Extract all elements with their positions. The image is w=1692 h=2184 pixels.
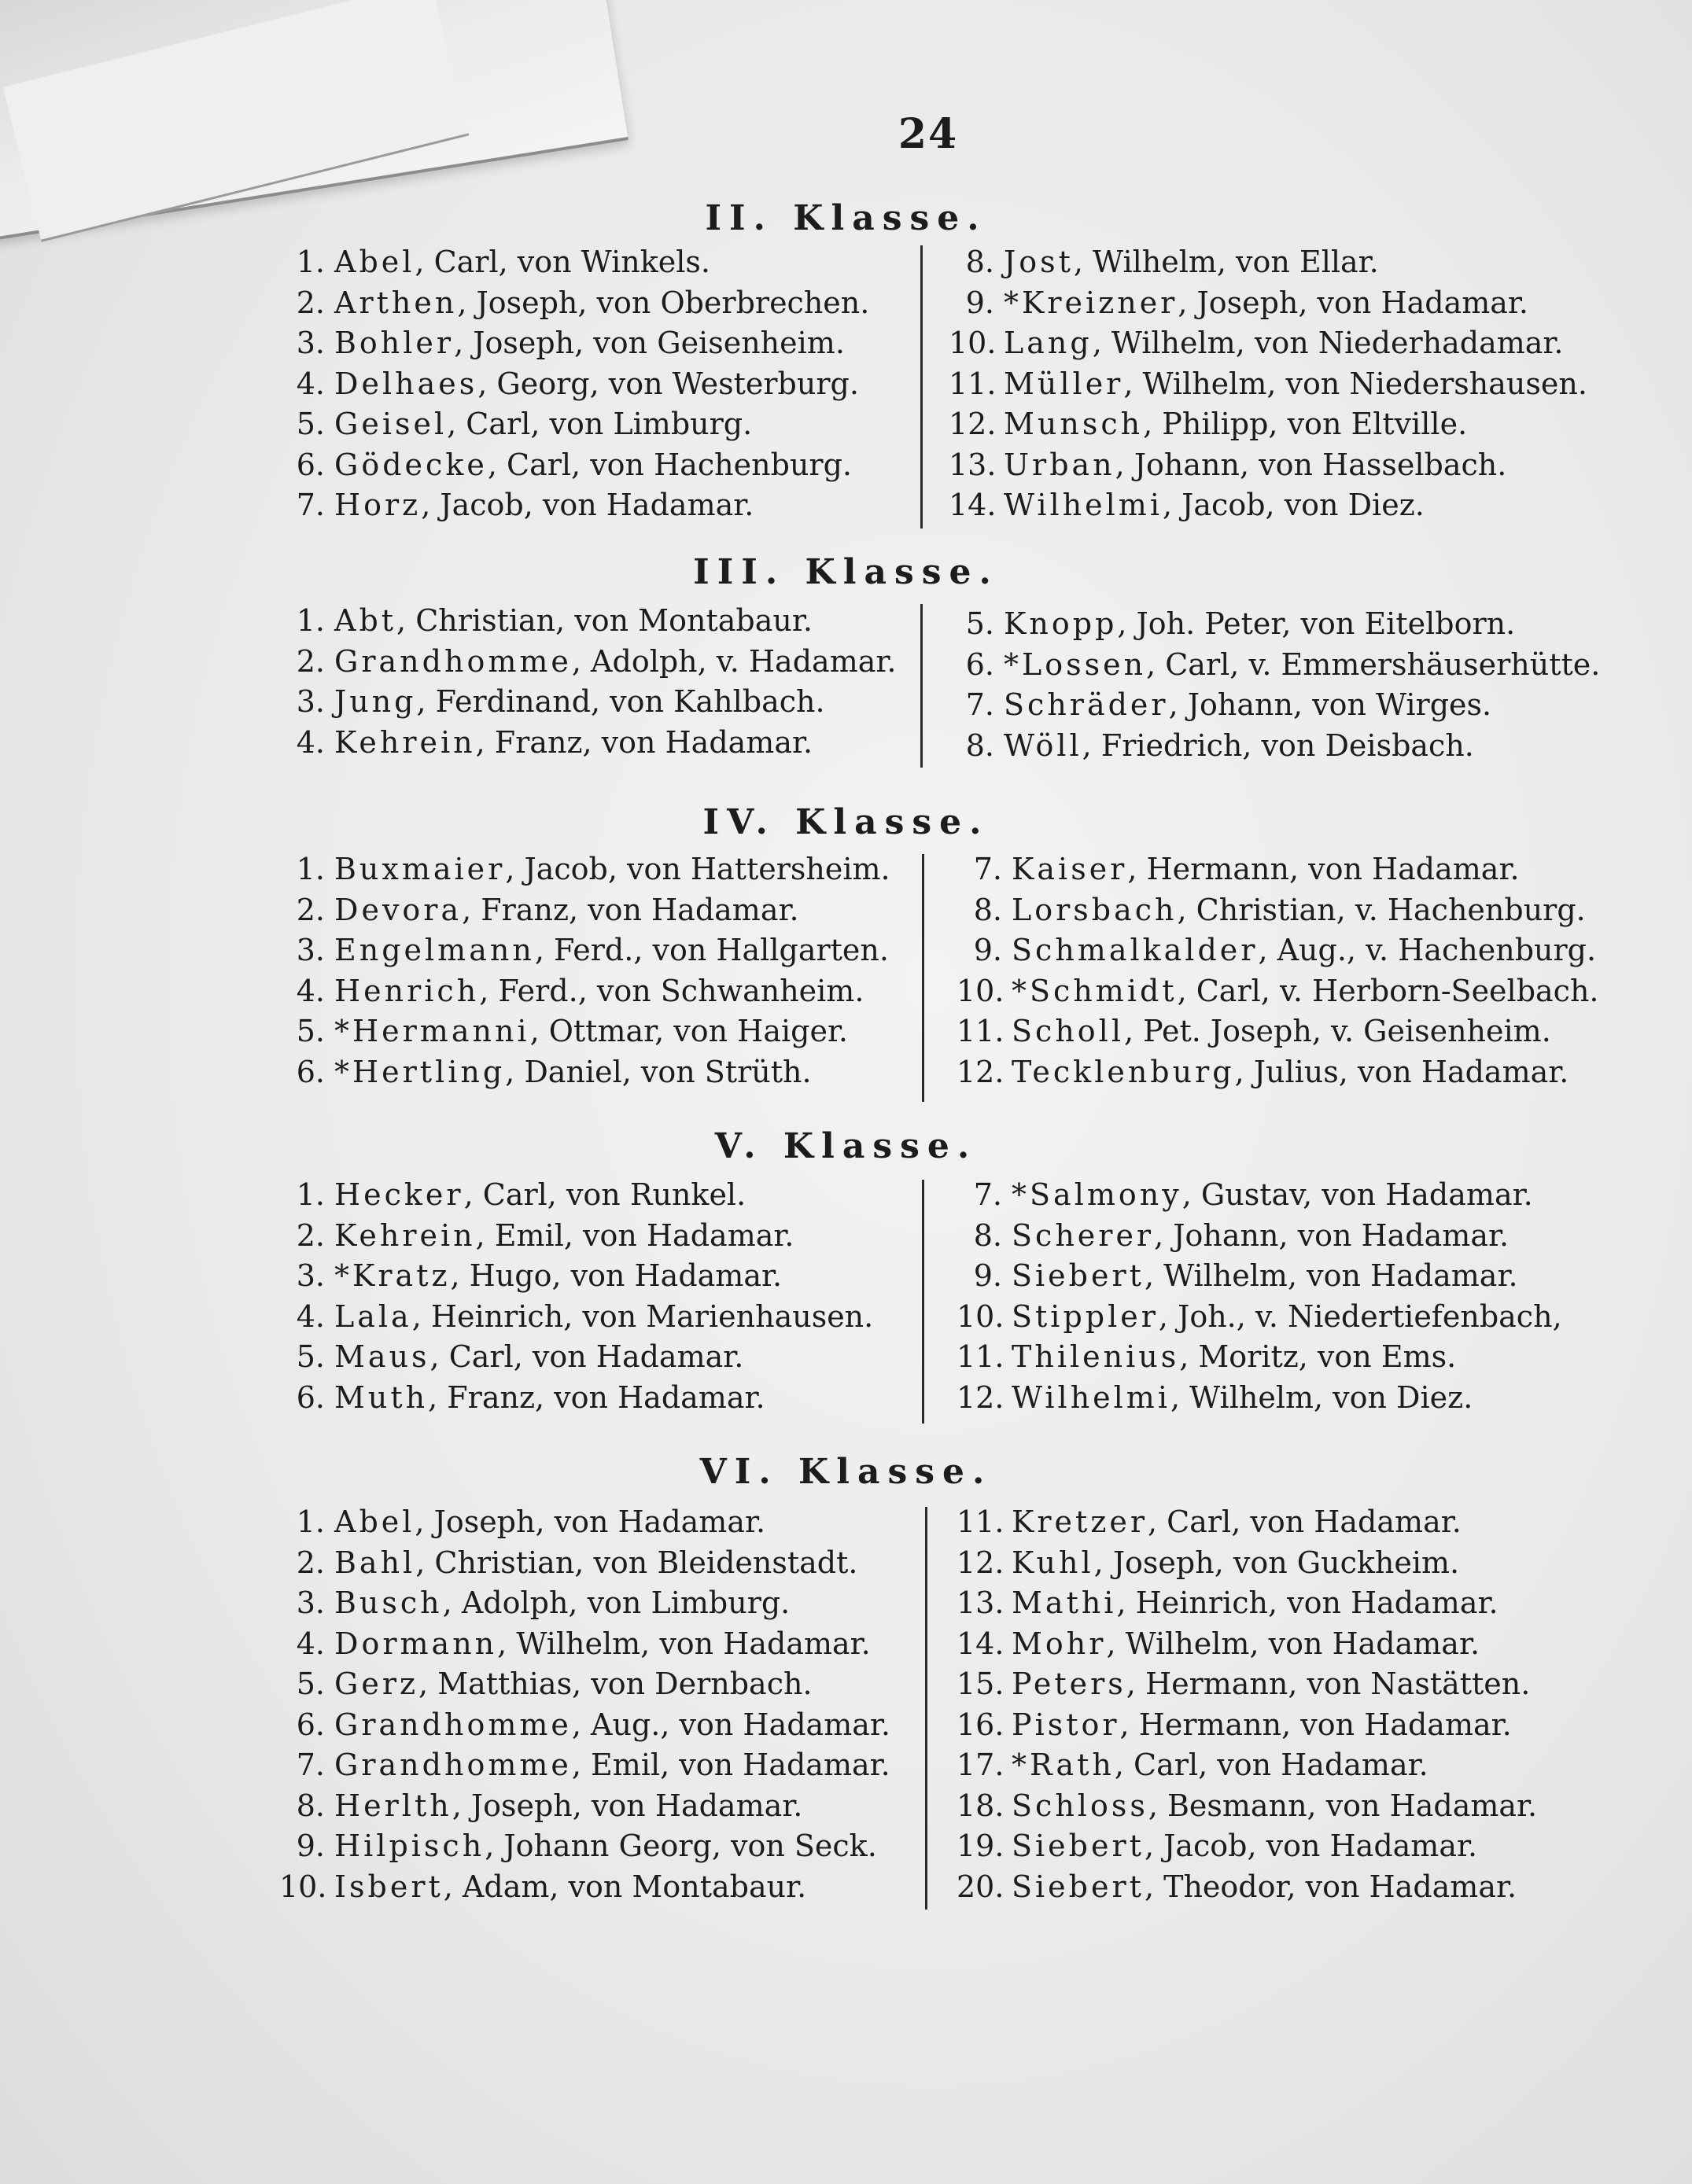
section-title-vi: VI. Klasse. (699, 1452, 993, 1492)
entry-details: , Johann Georg, von Seck. (485, 1829, 877, 1863)
entry-surname: Kaiser (1012, 852, 1128, 886)
list-item (949, 726, 1600, 767)
entry-details: , Georg, von Westerburg. (477, 366, 859, 401)
entry-details: , Joh., v. Niedertiefenbach, (1158, 1298, 1562, 1334)
entry-number: 7. (296, 1748, 325, 1782)
entry-surname: Siebert (1012, 1869, 1145, 1904)
list-item (957, 1011, 1599, 1052)
section-title-iii: III. Klasse. (693, 552, 999, 592)
entry-details: , Wilhelm, von Hadamar. (1106, 1626, 1480, 1661)
entry-surname: Geisel (334, 407, 448, 441)
entry-number: 2. (296, 285, 325, 320)
entry-details: , Carl, von Hadamar. (1148, 1504, 1462, 1539)
section-v-left-column (279, 1175, 873, 1418)
entry-number: 5. (296, 407, 325, 441)
entry-surname: Herlth (334, 1788, 452, 1823)
list-item (957, 849, 1599, 890)
entry-number: 11. (949, 366, 997, 401)
entry-surname: Gerz (334, 1667, 419, 1701)
entry-number: 6. (965, 646, 994, 682)
entry-number: 2. (296, 1217, 325, 1253)
entry-surname: Thilenius (1012, 1339, 1180, 1374)
list-item (279, 1705, 890, 1746)
entry-surname: Kretzer (1012, 1504, 1148, 1539)
section-ii-right-column (949, 242, 1587, 526)
entry-number: 10. (279, 1869, 327, 1904)
entry-surname: Hilpisch (334, 1829, 485, 1863)
entry-surname: Abt (334, 603, 397, 638)
entry-number: 12. (957, 1545, 1005, 1580)
entry-surname: Jost (1004, 245, 1074, 279)
list-item (957, 1745, 1537, 1786)
entry-details: , Joseph, von Hadamar. (415, 1504, 766, 1539)
list-item (957, 890, 1599, 931)
list-item (279, 1786, 890, 1827)
entry-number: 4. (296, 366, 325, 401)
entry-number: 6. (296, 1379, 325, 1415)
column-divider (922, 1180, 924, 1423)
list-item (957, 1216, 1562, 1257)
entry-surname: *Schmidt (1012, 973, 1178, 1008)
list-item (279, 1052, 890, 1093)
entry-details: , Jacob, von Hadamar. (1144, 1829, 1478, 1863)
entry-details: , Hermann, von Nastätten. (1126, 1667, 1531, 1701)
entry-number: 19. (957, 1829, 1005, 1863)
entry-number: 9. (965, 285, 994, 320)
list-item (279, 1745, 890, 1786)
entry-surname: Mohr (1012, 1626, 1107, 1661)
list-item (949, 485, 1587, 526)
entry-details: , Carl, von Hadamar. (429, 1339, 744, 1374)
entry-surname: Bohler (334, 326, 455, 360)
entry-surname: Kehrein (334, 1217, 476, 1253)
entry-number: 10. (957, 973, 1005, 1008)
list-item (957, 1664, 1537, 1705)
list-item (957, 1624, 1537, 1665)
list-item (957, 1502, 1537, 1543)
list-item (949, 283, 1587, 324)
entry-number: 9. (973, 933, 1002, 967)
entry-details: , Johann, von Wirges. (1168, 687, 1492, 722)
entry-surname: Müller (1004, 366, 1124, 401)
entry-number: 4. (296, 973, 325, 1008)
entry-details: , Joseph, von Hadamar. (452, 1788, 803, 1823)
entry-number: 8. (973, 1217, 1002, 1253)
entry-surname: Munsch (1004, 407, 1144, 441)
entry-number: 1. (296, 1504, 325, 1539)
entry-surname: Siebert (1012, 1829, 1145, 1863)
list-item (279, 404, 869, 445)
entry-details: , Franz, von Hadamar. (475, 724, 813, 760)
page-number: 24 (898, 110, 959, 158)
entry-details: , Adolph, v. Hadamar. (571, 643, 897, 679)
entry-surname: Stippler (1012, 1298, 1159, 1334)
entry-details: , Aug., von Hadamar. (571, 1707, 890, 1742)
entry-surname: Knopp (1004, 606, 1118, 641)
entry-number: 5. (296, 1014, 325, 1048)
list-item (949, 242, 1587, 283)
entry-details: , Daniel, von Strüth. (505, 1054, 812, 1089)
list-item (279, 642, 896, 683)
entry-number: 18. (957, 1788, 1005, 1823)
list-item (949, 445, 1587, 486)
entry-number: 4. (296, 724, 325, 760)
entry-surname: Siebert (1012, 1258, 1145, 1293)
list-item (957, 1583, 1537, 1624)
entry-details: , Ferdinand, von Kahlbach. (416, 684, 825, 719)
entry-surname: Henrich (334, 973, 480, 1008)
list-item (279, 1543, 890, 1584)
list-item (279, 890, 890, 931)
entry-surname: Bahl (334, 1545, 416, 1580)
section-v-right-column (957, 1175, 1562, 1418)
list-item (279, 1337, 873, 1378)
entry-details: , Carl, v. Herborn-Seelbach. (1177, 973, 1599, 1008)
list-item (279, 682, 896, 723)
list-item (279, 1297, 873, 1338)
entry-details: , Philipp, von Eltville. (1143, 407, 1468, 441)
entry-details: , Christian, von Bleidenstadt. (415, 1545, 858, 1580)
entry-details: , Pet. Joseph, v. Geisenheim. (1123, 1014, 1551, 1048)
entry-details: , Wilhelm, von Niedershausen. (1123, 366, 1587, 401)
list-item (279, 1216, 873, 1257)
entry-number: 20. (957, 1869, 1005, 1904)
list-item (279, 445, 869, 486)
entry-details: , Gustav, von Hadamar. (1181, 1177, 1533, 1212)
entry-details: , Joseph, von Hadamar. (1178, 285, 1528, 320)
entry-number: 1. (296, 1177, 325, 1212)
entry-number: 3. (296, 1586, 325, 1620)
entry-surname: *Salmony (1012, 1177, 1182, 1212)
entry-number: 4. (296, 1626, 325, 1661)
list-item (279, 1826, 890, 1867)
entry-number: 4. (296, 1298, 325, 1334)
entry-surname: Muth (334, 1379, 429, 1415)
entry-details: , Friedrich, von Deisbach. (1082, 727, 1474, 763)
entry-number: 14. (949, 488, 997, 522)
entry-details: , Adolph, von Limburg. (442, 1586, 791, 1620)
list-item (957, 930, 1599, 971)
entry-surname: Schräder (1004, 687, 1169, 722)
section-title-iv: IV. Klasse. (702, 802, 990, 842)
list-item (279, 1256, 873, 1297)
list-item (279, 601, 896, 642)
list-item (957, 1052, 1599, 1093)
list-item (279, 1175, 873, 1216)
entry-surname: Tecklenburg (1012, 1054, 1235, 1089)
list-item (279, 1583, 890, 1624)
list-item (279, 364, 869, 405)
entry-details: , Jacob, von Diez. (1163, 488, 1425, 522)
entry-surname: *Hermanni (334, 1014, 530, 1048)
entry-number: 5. (296, 1339, 325, 1374)
entry-number: 8. (965, 245, 994, 279)
entry-number: 7. (973, 852, 1002, 886)
entry-surname: Scherer (1012, 1217, 1155, 1253)
list-item (957, 1256, 1562, 1297)
entry-details: , Matthias, von Dernbach. (418, 1667, 813, 1701)
list-item (957, 971, 1599, 1012)
list-item (957, 1786, 1537, 1827)
entry-details: , Moritz, von Ems. (1179, 1339, 1457, 1374)
list-item (949, 685, 1600, 726)
entry-details: , Emil, von Hadamar. (571, 1748, 890, 1782)
entry-details: , Carl, v. Emmershäuserhütte. (1146, 646, 1601, 682)
entry-number: 2. (296, 643, 325, 679)
entry-surname: Isbert (334, 1869, 444, 1904)
entry-details: , Carl, von Limburg. (447, 407, 753, 441)
entry-surname: Wöll (1004, 727, 1082, 763)
entry-details: , Emil, von Hadamar. (475, 1217, 794, 1253)
entry-details: , Joseph, von Guckheim. (1093, 1545, 1460, 1580)
entry-number: 1. (296, 603, 325, 638)
entry-details: , Christian, v. Hachenburg. (1177, 892, 1586, 927)
entry-details: , Johann, von Hasselbach. (1115, 447, 1507, 482)
entry-details: , Johann, von Hadamar. (1154, 1217, 1510, 1253)
list-item (957, 1378, 1562, 1419)
entry-number: 14. (957, 1626, 1005, 1661)
list-item (957, 1543, 1537, 1584)
entry-details: , Jacob, von Hadamar. (421, 488, 754, 522)
entry-number: 7. (973, 1177, 1002, 1212)
entry-details: , Hugo, von Hadamar. (450, 1258, 783, 1293)
entry-surname: Grandhomme (334, 1748, 572, 1782)
entry-number: 1. (296, 852, 325, 886)
entry-surname: Scholl (1012, 1014, 1124, 1048)
entry-details: , Jacob, von Hattersheim. (505, 852, 890, 886)
entry-number: 17. (957, 1748, 1005, 1782)
entry-number: 10. (949, 326, 997, 360)
entry-number: 8. (973, 892, 1002, 927)
entry-details: , Franz, von Hadamar. (462, 892, 799, 927)
list-item (279, 1011, 890, 1052)
entry-details: , Carl, von Hachenburg. (487, 447, 852, 482)
entry-number: 13. (949, 447, 997, 482)
entry-number: 10. (957, 1298, 1005, 1334)
entry-details: , Franz, von Hadamar. (428, 1379, 765, 1415)
list-item (957, 1705, 1537, 1746)
entry-details: , Wilhelm, von Niederhadamar. (1092, 326, 1564, 360)
list-item (279, 242, 869, 283)
list-item (279, 723, 896, 764)
entry-number: 2. (296, 892, 325, 927)
entry-details: , Heinrich, von Marienhausen. (411, 1298, 874, 1334)
entry-number: 5. (296, 1667, 325, 1701)
section-iv-right-column (957, 849, 1599, 1092)
entry-number: 3. (296, 326, 325, 360)
entry-surname: Grandhomme (334, 643, 572, 679)
entry-details: , Joh. Peter, von Eitelborn. (1117, 606, 1516, 641)
section-ii-left-column (279, 242, 869, 526)
list-item (279, 930, 890, 971)
entry-surname: Abel (334, 245, 415, 279)
entry-surname: Engelmann (334, 933, 535, 967)
entry-number: 16. (957, 1707, 1005, 1742)
list-item (279, 1378, 873, 1419)
entry-number: 11. (957, 1014, 1005, 1048)
column-divider (925, 1507, 927, 1910)
entry-number: 7. (965, 687, 994, 722)
entry-surname: Lala (334, 1298, 412, 1334)
list-item (949, 604, 1600, 645)
list-item (949, 323, 1587, 364)
entry-surname: Pistor (1012, 1707, 1120, 1742)
entry-details: , Wilhelm, von Ellar. (1073, 245, 1379, 279)
entry-details: , Hermann, von Hadamar. (1127, 852, 1520, 886)
entry-details: , Ferd., von Schwanheim. (479, 973, 864, 1008)
list-item (279, 1624, 890, 1665)
entry-surname: Gödecke (334, 447, 488, 482)
list-item (957, 1337, 1562, 1378)
entry-details: , Heinrich, von Hadamar. (1116, 1586, 1498, 1620)
entry-surname: Grandhomme (334, 1707, 572, 1742)
column-divider (920, 604, 923, 768)
entry-details: , Aug., v. Hachenburg. (1258, 933, 1597, 967)
entry-number: 3. (296, 684, 325, 719)
list-item (957, 1867, 1537, 1908)
list-item (957, 1297, 1562, 1338)
entry-details: , Carl, von Winkels. (415, 245, 710, 279)
entry-number: 5. (965, 606, 994, 641)
entry-details: , Joseph, von Geisenheim. (454, 326, 845, 360)
list-item (279, 1502, 890, 1543)
entry-details: , Theodor, von Hadamar. (1144, 1869, 1517, 1904)
entry-details: , Adam, von Montabaur. (443, 1869, 807, 1904)
entry-details: , Wilhelm, von Hadamar. (1144, 1258, 1518, 1293)
section-vi-left-column (279, 1502, 890, 1907)
entry-number: 6. (296, 1707, 325, 1742)
list-item (279, 849, 890, 890)
entry-surname: Hecker (334, 1177, 464, 1212)
entry-number: 1. (296, 245, 325, 279)
entry-details: , Christian, von Montabaur. (396, 603, 813, 638)
list-item (949, 364, 1587, 405)
entry-surname: *Hertling (334, 1054, 506, 1089)
entry-details: , Wilhelm, von Diez. (1170, 1379, 1473, 1415)
entry-surname: Maus (334, 1339, 430, 1374)
entry-number: 15. (957, 1667, 1005, 1701)
entry-surname: *Lossen (1004, 646, 1147, 682)
list-item (949, 404, 1587, 445)
column-divider (920, 245, 923, 529)
list-item (279, 283, 869, 324)
entry-surname: Busch (334, 1586, 443, 1620)
entry-number: 11. (957, 1339, 1005, 1374)
entry-number: 2. (296, 1545, 325, 1580)
entry-surname: Kehrein (334, 724, 476, 760)
entry-surname: Devora (334, 892, 463, 927)
entry-surname: Mathi (1012, 1586, 1117, 1620)
list-item (279, 1664, 890, 1705)
entry-number: 3. (296, 933, 325, 967)
list-item (279, 1867, 890, 1908)
entry-number: 6. (296, 1054, 325, 1089)
list-item (957, 1175, 1562, 1216)
entry-number: 12. (957, 1054, 1005, 1089)
entry-surname: Lorsbach (1012, 892, 1178, 927)
entry-details: , Hermann, von Hadamar. (1119, 1707, 1512, 1742)
entry-number: 7. (296, 488, 325, 522)
entry-number: 8. (296, 1788, 325, 1823)
section-iii-right-column (949, 604, 1600, 766)
section-title-v: V. Klasse. (714, 1126, 978, 1166)
list-item (949, 645, 1600, 686)
section-title-ii: II. Klasse. (705, 198, 987, 238)
list-item (279, 971, 890, 1012)
entry-details: , Ottmar, von Haiger. (529, 1014, 849, 1048)
entry-details: , Julius, von Hadamar. (1234, 1054, 1569, 1089)
entry-surname: Urban (1004, 447, 1115, 482)
entry-surname: Arthen (334, 285, 458, 320)
entry-surname: Jung (334, 684, 417, 719)
entry-number: 12. (957, 1379, 1005, 1415)
entry-number: 8. (965, 727, 994, 763)
entry-details: , Joseph, von Oberbrechen. (457, 285, 870, 320)
entry-number: 11. (957, 1504, 1005, 1539)
entry-number: 9. (973, 1258, 1002, 1293)
entry-number: 3. (296, 1258, 325, 1293)
entry-surname: *Kreizner (1004, 285, 1178, 320)
entry-surname: *Kratz (334, 1258, 451, 1293)
entry-surname: Wilhelmi (1012, 1379, 1170, 1415)
column-divider (922, 854, 924, 1102)
section-iii-left-column (279, 601, 896, 763)
entry-details: , Besmann, von Hadamar. (1148, 1788, 1538, 1823)
entry-number: 13. (957, 1586, 1005, 1620)
entry-details: , Carl, von Hadamar. (1114, 1748, 1428, 1782)
list-item (279, 485, 869, 526)
entry-number: 9. (296, 1829, 325, 1863)
entry-surname: *Rath (1012, 1748, 1115, 1782)
entry-surname: Peters (1012, 1667, 1126, 1701)
entry-details: , Carl, von Runkel. (463, 1177, 746, 1212)
entry-surname: Horz (334, 488, 422, 522)
entry-surname: Dormann (334, 1626, 498, 1661)
list-item (279, 323, 869, 364)
entry-number: 12. (949, 407, 997, 441)
entry-surname: Abel (334, 1504, 415, 1539)
entry-surname: Kuhl (1012, 1545, 1094, 1580)
entry-surname: Wilhelmi (1004, 488, 1163, 522)
entry-surname: Buxmaier (334, 852, 506, 886)
entry-number: 6. (296, 447, 325, 482)
entry-surname: Lang (1004, 326, 1093, 360)
section-iv-left-column (279, 849, 890, 1092)
section-vi-right-column (957, 1502, 1537, 1907)
entry-surname: Schloss (1012, 1788, 1148, 1823)
entry-details: , Ferd., von Hallgarten. (534, 933, 889, 967)
entry-surname: Schmalkalder (1012, 933, 1259, 967)
entry-surname: Delhaes (334, 366, 478, 401)
entry-details: , Wilhelm, von Hadamar. (497, 1626, 871, 1661)
list-item (957, 1826, 1537, 1867)
